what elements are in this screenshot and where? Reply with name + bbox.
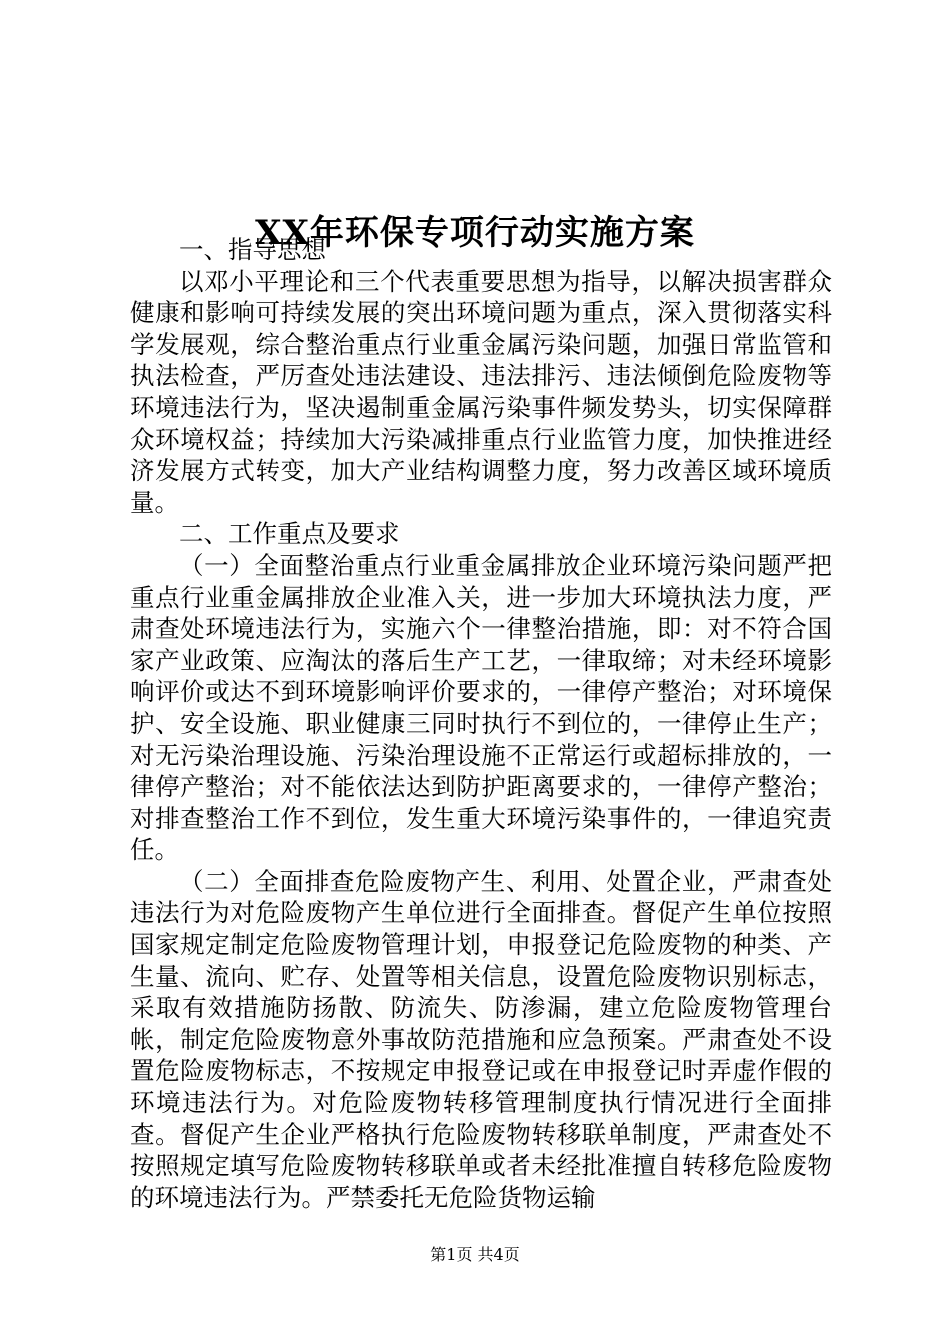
section-heading-work-focus: 二、工作重点及要求 bbox=[179, 519, 400, 549]
paragraph-item-2 bbox=[130, 866, 832, 1214]
page-footer: 第1页 共4页 bbox=[430, 1245, 520, 1264]
paragraph-item-2-lead: （二）全面排查危险废物产生、利用、处置企业，严肃查处违法行为对危险废物产生单位进行全面排查。 bbox=[130, 866, 832, 928]
page-title: XX年环保专项行动实施方案 bbox=[255, 212, 695, 253]
paragraph-item-1: （一）全面整治重点行业重金属排放企业环境污染问题严把重点行业重金属排放企业准入关，进一步加大环境执法力度，严肃查处环境违法行为，实施六个一律整治措施，即：对不符合国家产业政策、应淘汰的落后生产工艺，一律取缔；对未经环境影响评价或达不到环境影响评价要求的，一律停产整治；对环境保护、安全设施、职业健康三同时执行不到位的，一律停止生产；对无污染治理设施、污染治理设施不正常运行或超标排放的，一律停产整治；对不能依法达到防护距离要求的，一律停产整治；对排查整治工作不到位，发生重大环境污染事件的，一律追究责任。 bbox=[130, 550, 832, 865]
document-body bbox=[130, 234, 832, 1213]
paragraph-guiding-thought: 以邓小平理论和三个代表重要思想为指导，以解决损害群众健康和影响可持续发展的突出环境问题为重点，深入贯彻落实科学发展观，综合整治重点行业重金属污染问题，加强日常监管和执法检查，严厉查处违法建设、违法排污、违法倾倒危险废物等环境违法行为，坚决遏制重金属污染事件频发势头，切实保障群众环境权益；持续加大污染减排重点行业监管力度，加快推进经济发展方式转变，加大产业结构调整力度，努力改善区域环境质量。 bbox=[130, 266, 832, 517]
section-heading-guiding-thought: 一、指导思想 bbox=[179, 235, 326, 264]
paragraph-item-2-body: 督促产生单位按照国家规定制定危险废物管理计划，申报登记危险废物的种类、产生量、流向、贮存、处置等相关信息，设置危险废物识别标志，采取有效措施防扬散、防流失、防渗漏，建立危险废物管理台帐，制定危险废物意外事故防范措施和应急预案。严肃查处不设置危险废物标志，不按规定申报登记或在申报登记时弄虚作假的环境违法行为。对危险废物转移管理制度执行情况进行全面排查。督促产生企业严格执行危险废物转移联单制度，严肃查处不按照规定填写危险废物转移联单或者未经批准擅自转移危险废物的环境违法行为。严禁委托无危险货物运输 bbox=[130, 898, 833, 1212]
